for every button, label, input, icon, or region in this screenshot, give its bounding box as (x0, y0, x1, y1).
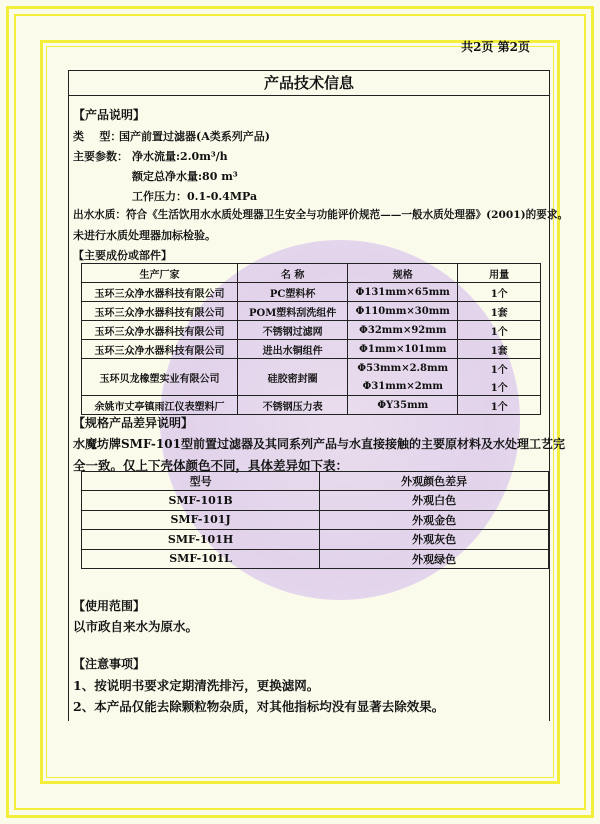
table-cell: Φ53mm×2.8mm (348, 359, 458, 378)
table-cell: PC塑料杯 (238, 283, 348, 302)
table-cell: ΦY35mm (348, 396, 458, 415)
note-item: 1、按说明书要求定期清洗排污，更换滤网。 (73, 678, 320, 693)
table-row (82, 302, 541, 321)
table-cell: 1个 (458, 359, 541, 378)
table-row (82, 491, 549, 511)
table-cell: 1套 (458, 340, 541, 359)
col-header: 型号 (82, 472, 320, 491)
section-heading: 【产品说明】 (73, 108, 146, 122)
page-number: 共2页 第2页 (461, 40, 530, 54)
label: 主要参数： (73, 150, 128, 163)
table-cell: Φ1mm×101mm (348, 340, 458, 359)
table-cell: 1个 (458, 283, 541, 302)
table-row (82, 530, 549, 550)
table-cell: 1个 (458, 396, 541, 415)
table-cell: SMF-101J (82, 510, 320, 530)
table-cell: Φ32mm×92mm (348, 321, 458, 340)
section-heading: 【注意事项】 (73, 657, 146, 671)
table-cell: 余姚市丈亭镇雨江仪表塑料厂 (82, 396, 238, 415)
label: 类 型： (73, 130, 122, 143)
section-heading: 【规格产品差异说明】 (73, 416, 194, 430)
section-heading: 【主要成份或部件】 (73, 249, 172, 262)
table-cell: 硅胶密封圈 (238, 359, 348, 396)
table-row (82, 321, 541, 340)
table-cell: 外观绿色 (320, 549, 549, 569)
table-cell: 1个 (458, 377, 541, 396)
table-cell: 玉环三众净水器科技有限公司 (82, 321, 238, 340)
paragraph: 以市政自来水为原水。 (73, 619, 199, 634)
col-header: 规格 (348, 264, 458, 283)
table-cell: 玉环贝龙橡塑实业有限公司 (82, 359, 238, 396)
table-cell: 1套 (458, 302, 541, 321)
note-item: 2、本产品仅能去除颗粒物杂质，对其他指标均没有显著去除效果。 (73, 699, 445, 714)
table-cell: SMF-101H (82, 530, 320, 550)
table-cell: 玉环三众净水器科技有限公司 (82, 302, 238, 321)
table-row (82, 283, 541, 302)
table-row (82, 359, 541, 378)
value: 净水流量:2.0m³/h (132, 150, 228, 163)
table-cell: 玉环三众净水器科技有限公司 (82, 340, 238, 359)
table-cell: 外观金色 (320, 510, 549, 530)
col-header: 名 称 (238, 264, 348, 283)
col-header: 外观颜色差异 (320, 472, 549, 491)
table-cell: Φ31mm×2mm (348, 377, 458, 396)
components-table (81, 263, 541, 415)
table-cell: 不锈钢过滤网 (238, 321, 348, 340)
table-cell: POM塑料刮洗组件 (238, 302, 348, 321)
table-cell: 进出水铜组件 (238, 340, 348, 359)
table-cell: Φ110mm×30mm (348, 302, 458, 321)
content-box (68, 70, 569, 721)
page-title: 产品技术信息 (69, 71, 549, 96)
col-header: 用量 (458, 264, 541, 283)
value: 国产前置过滤器(A类系列产品) (119, 130, 270, 143)
col-header: 生产厂家 (82, 264, 238, 283)
paragraph: 水魔坊牌SMF-101型前置过滤器及其同系列产品与水直接接触的主要原材料及水处理工艺完 (73, 437, 565, 451)
value: 未进行水质处理器加标检验。 (73, 229, 216, 242)
table-cell: Φ131mm×65mm (348, 283, 458, 302)
table-cell: SMF-101B (82, 491, 320, 511)
table-row (82, 340, 541, 359)
table-cell: 玉环三众净水器科技有限公司 (82, 283, 238, 302)
table-cell: SMF-101L (82, 549, 320, 569)
table-row (82, 510, 549, 530)
table-cell: 1个 (458, 321, 541, 340)
value: 出水水质：符合《生活饮用水水质处理器卫生安全与功能评价规范——一般水质处理器》(2001)的要求。 (73, 209, 569, 221)
value: 额定总净水量:80 m³ (132, 170, 238, 183)
variants-table (81, 471, 549, 569)
table-cell: 外观白色 (320, 491, 549, 511)
table-row (82, 549, 549, 569)
table-row (82, 396, 541, 415)
table-cell: 不锈钢压力表 (238, 396, 348, 415)
table-cell: 外观灰色 (320, 530, 549, 550)
section-heading: 【使用范围】 (73, 599, 146, 613)
value: 工作压力：0.1-0.4MPa (132, 190, 258, 203)
paragraph: 全一致。仅上下壳体颜色不同，具体差异如下表： (73, 458, 349, 473)
